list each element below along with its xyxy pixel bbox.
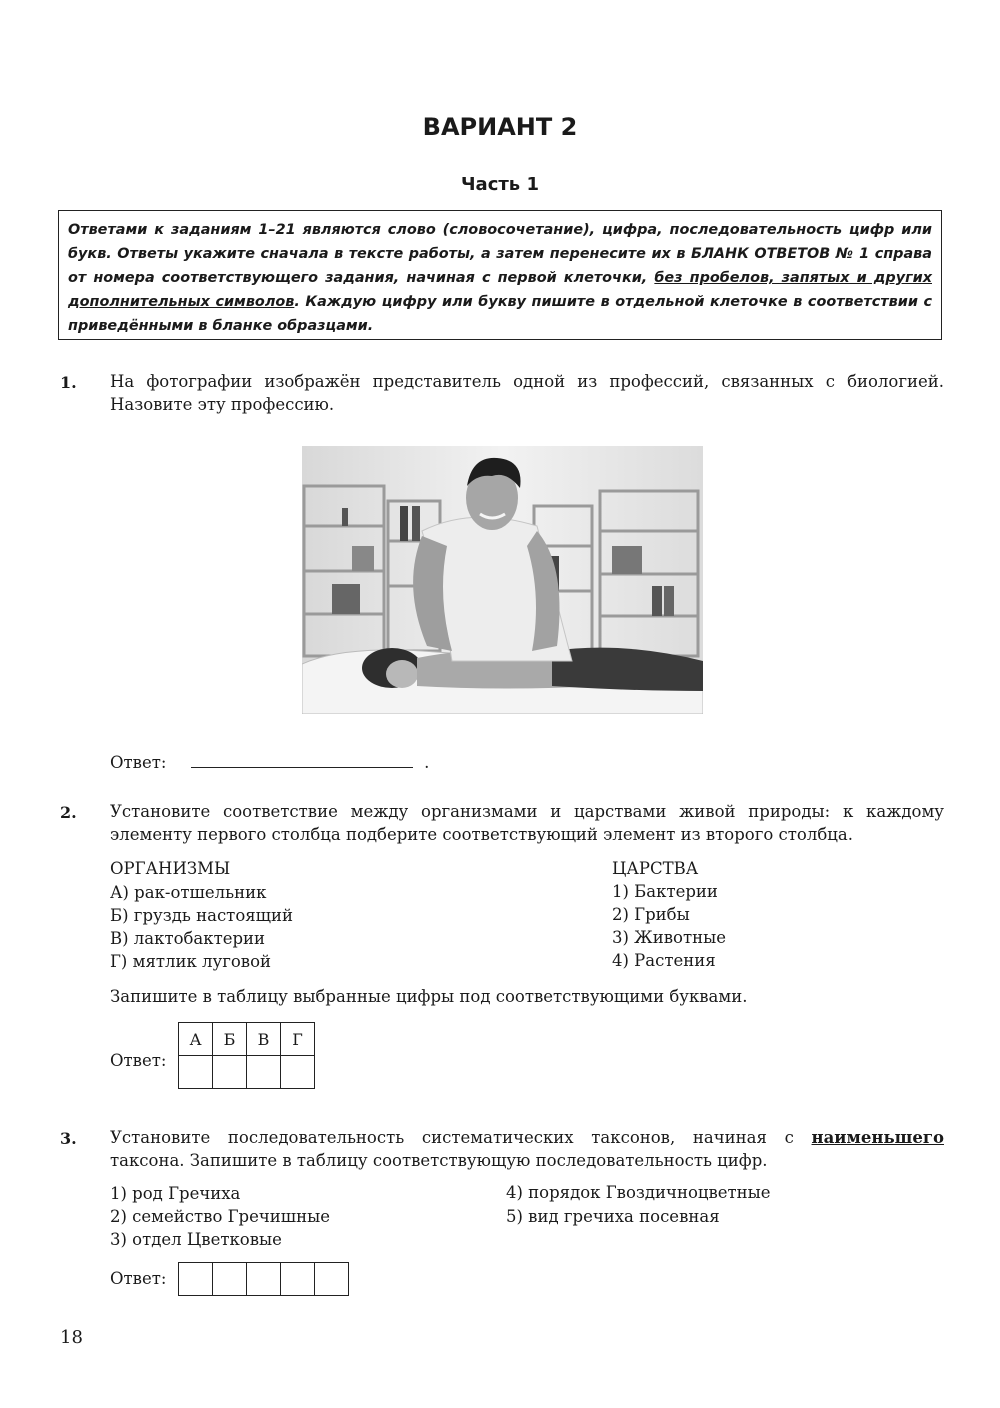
q2-instruction: Запишите в таблицу выбранные цифры под соответствующими буквами. [110,987,748,1006]
q1-number: 1. [60,373,77,392]
q3-answer-cell[interactable] [213,1263,247,1296]
q2-right-item: 4) Растения [612,951,716,970]
q1-text: На фотографии изображён представитель одной из профессий, связанных с биологией. Назовите эту профессию. [110,372,944,414]
q2-answer-cell[interactable] [247,1056,281,1089]
part-title: Часть 1 [461,174,539,195]
q3-answer-cell[interactable] [247,1263,281,1296]
q2-right-item: 1) Бактерии [612,882,718,901]
q2-left-item: Г) мятлик луговой [110,952,272,971]
q3-left-item: 2) семейство Гречишные [110,1207,331,1226]
q3-answer-cell[interactable] [179,1263,213,1296]
q3-left-item: 3) отдел Цветковые [110,1230,282,1249]
q3-answer-cell[interactable] [281,1263,315,1296]
q3-text-b: таксона. Запишите в таблицу соответствующую последовательность цифр. [110,1151,768,1170]
q1-answer-label: Ответ: [110,753,167,772]
q2-left-item: А) рак-отшельник [110,883,267,902]
q1-answer-field[interactable] [191,749,413,768]
q3-text-bold: наименьшего [811,1128,944,1147]
q2-answer-cell[interactable] [281,1056,315,1089]
q2-left-header: ОРГАНИЗМЫ [110,859,231,878]
q3-right-item: 4) порядок Гвоздичноцветные [506,1183,771,1202]
page-number: 18 [60,1327,83,1348]
q2-answer-cell[interactable] [179,1056,213,1089]
q2-answer-table [178,1022,315,1089]
q3-right-item: 5) вид гречиха посевная [506,1207,720,1226]
q2-answer-cell[interactable] [213,1056,247,1089]
q3-left-item: 1) род Гречиха [110,1184,241,1203]
q2-left-item: В) лактобактерии [110,929,266,948]
q3-number: 3. [60,1129,77,1148]
q3-answer-cell[interactable] [315,1263,349,1296]
q2-number: 2. [60,803,77,822]
q2-left-item: Б) груздь настоящий [110,906,293,925]
variant-title: ВАРИАНТ 2 [422,113,578,141]
q2-right-header: ЦАРСТВА [612,859,699,878]
q3-answer-label: Ответ: [110,1269,167,1288]
instructions-text-a: Ответами к заданиям 1–21 являются слово (словосочетание), цифра, последовательность цифр или букв. Ответы укажите сначала в тексте работы, а затем перенесите их в БЛАНК ОТВЕТОВ № 1 справа от номера соответствующего задания, начиная с первой клеточки, [68,222,932,286]
q2-text: Установите соответствие между организмами и царствами живой природы: к каждому элементу первого столбца подберите соответствующий элемент из второго столбца. [110,802,944,844]
instructions-text-b: . Каждую цифру или букву пишите в отдельной клеточке в соответствии с приведёнными в бланке образцами. [68,294,933,334]
q2-answer-label: Ответ: [110,1051,167,1070]
instructions-underlined: без пробелов, запятых и других дополнительных символов [68,270,932,310]
q3-text-a: Установите последовательность систематических таксонов, начиная с [110,1128,812,1147]
q2-table-header: А [179,1023,213,1056]
q1-answer-row [110,749,429,774]
q3-answer-table [178,1262,349,1296]
q2-right-item: 2) Грибы [612,905,690,924]
q2-right-item: 3) Животные [612,928,726,947]
q2-table-header: Б [213,1023,247,1056]
q2-table-header: Г [281,1023,315,1056]
q1-answer-end: . [424,753,430,772]
q2-table-header: В [247,1023,281,1056]
instructions-box [58,210,942,340]
q3-text [110,1126,944,1172]
masseur-photo [302,446,703,714]
